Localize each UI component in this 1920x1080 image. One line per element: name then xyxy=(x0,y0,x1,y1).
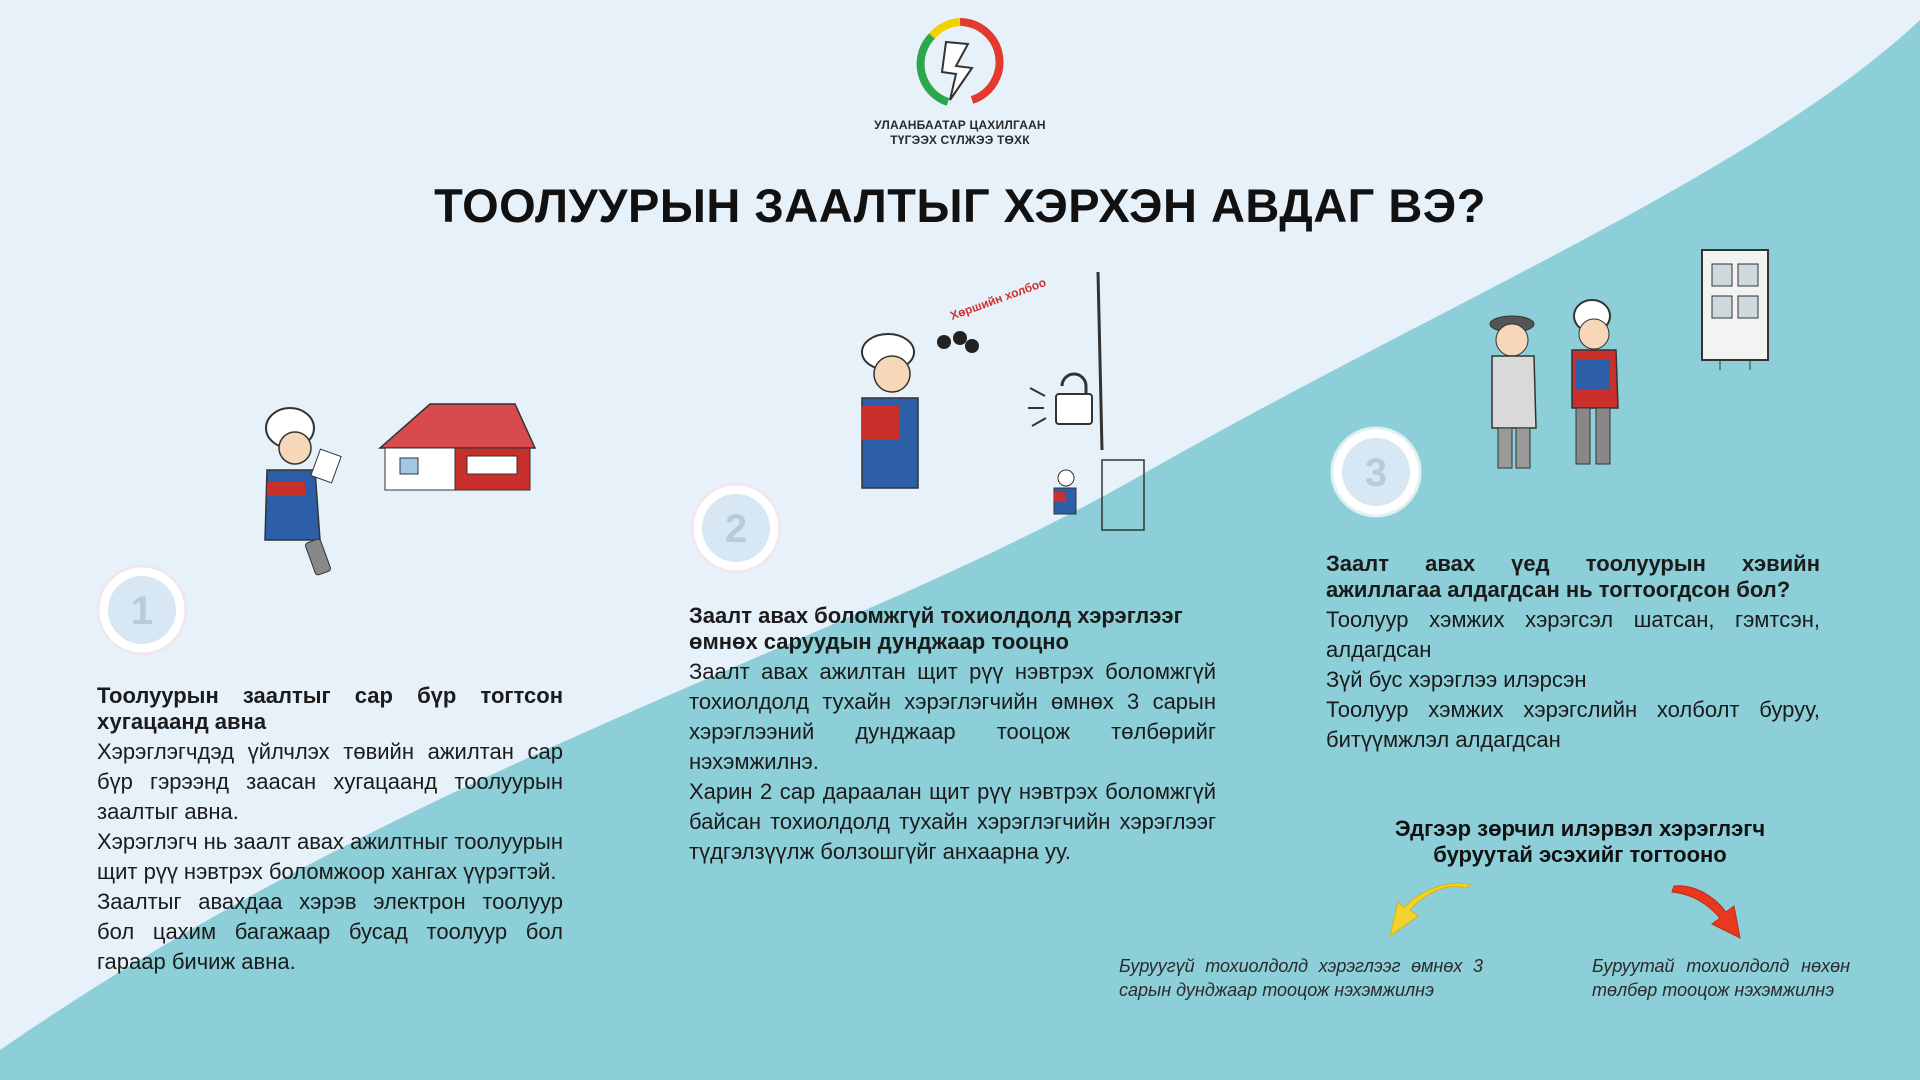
step-2-block xyxy=(689,603,1216,867)
step-3-paragraph: Тоолуур хэмжих хэрэгсэл шатсан, гэмтсэн, алдагдсан xyxy=(1326,607,1820,662)
step-2-paragraph: Заалт авах ажилтан щит рүү нэвтрэх боломжгүй тохиолдолд тухайн хэрэглэгчийн өмнөх 3 сарын хэрэглээний дунджаар тооцож төлбөрийг нэхэмжилнэ. xyxy=(689,659,1216,774)
guilty-outcome-note: Буруутай тохиолдолд нөхөн төлбөр тооцож нэхэмжилнэ xyxy=(1592,956,1850,1000)
violation-warning: Эдгээр зөрчил илэрвэл хэрэглэгч буруутай эсэхийг тогтооно xyxy=(1394,816,1766,867)
meter-cabinet-icon xyxy=(1702,250,1768,370)
step-1-heading: Тоолуурын заалтыг сар бүр тогтсон хугацаанд авна xyxy=(97,683,563,734)
step-2-heading: Заалт авах боломжгүй тохиолдолд хэрэглээг өмнөх саруудын дунджаар тооцно xyxy=(689,603,1183,654)
meter-reader-worker-illustration xyxy=(245,390,545,590)
step-3-heading: Заалт авах үед тоолуурын хэвийн ажиллагаа алдагдсан нь тогтоогдсон бол? xyxy=(1326,551,1820,602)
step-2-paragraph: Харин 2 сар дараалан щит рүү нэвтрэх боломжгүй байсан тохиолдолд тухайн хэрэглэгчийн хэрэглээг түдгэлзүүлж болзошгүйг анхаарна уу. xyxy=(689,779,1216,864)
company-name-line2: ТҮГЭЭХ СҮЛЖЭЭ ТӨХК xyxy=(890,133,1030,147)
step-1-number: 1 xyxy=(130,589,154,633)
red-arrow-icon xyxy=(1670,880,1750,942)
step-1-badge xyxy=(96,564,188,656)
step-3-block xyxy=(1326,551,1820,755)
yellow-arrow-icon xyxy=(1386,880,1472,942)
step-2-badge xyxy=(690,482,782,574)
innocent-outcome-note: Буруугүй тохиолдолд хэрэглээг өмнөх 3 сарын дунджаар тооцож нэхэмжилнэ xyxy=(1119,956,1483,1000)
step-1-paragraph: Хэрэглэгч нь заалт авах ажилтныг тоолуурын щит рүү нэвтрэх боломжоор хангах үүрэгтэй. xyxy=(97,829,563,884)
page-title: ТООЛУУРЫН ЗААЛТЫГ ХЭРХЭН АВДАГ ВЭ? xyxy=(434,179,1486,232)
step-1-block xyxy=(97,683,563,977)
step-1-paragraph: Хэрэглэгчдэд үйлчлэх төвийн ажилтан сар бүр гэрээнд заасан хугацаанд тоолуурын заалтыг авна. xyxy=(97,739,563,824)
company-name-line1: УЛААНБААТАР ЦАХИЛГААН xyxy=(874,118,1046,132)
locked-access-illustration xyxy=(840,270,1170,550)
meter-inspection-illustration xyxy=(1480,240,1780,470)
step-3-number: 3 xyxy=(1364,451,1388,495)
power-bolt-logo-icon xyxy=(910,14,1010,114)
neighborhood-sign-icon xyxy=(937,275,1048,353)
company-name xyxy=(860,118,1060,148)
padlock-icon xyxy=(1056,374,1092,424)
svg-text:Хөршийн холбоо: Хөршийн холбоо xyxy=(948,275,1048,323)
step-1-paragraph: Заалтыг авахдаа хэрэв электрон тоолуур бол цахим багажаар бусад тоолуур бол гараар бичиж авна. xyxy=(97,889,563,974)
step-3-paragraph: Тоолуур хэмжих хэрэгслийн холболт буруу, битүүмжлэл алдагдсан xyxy=(1326,697,1820,752)
step-3-paragraph: Зүй бус хэрэглээ илэрсэн xyxy=(1326,667,1587,692)
company-logo xyxy=(900,14,1020,119)
house-illustration xyxy=(380,404,535,490)
small-worker-icon xyxy=(1054,460,1144,530)
step-3-badge xyxy=(1330,426,1422,518)
step-2-number: 2 xyxy=(724,507,748,551)
